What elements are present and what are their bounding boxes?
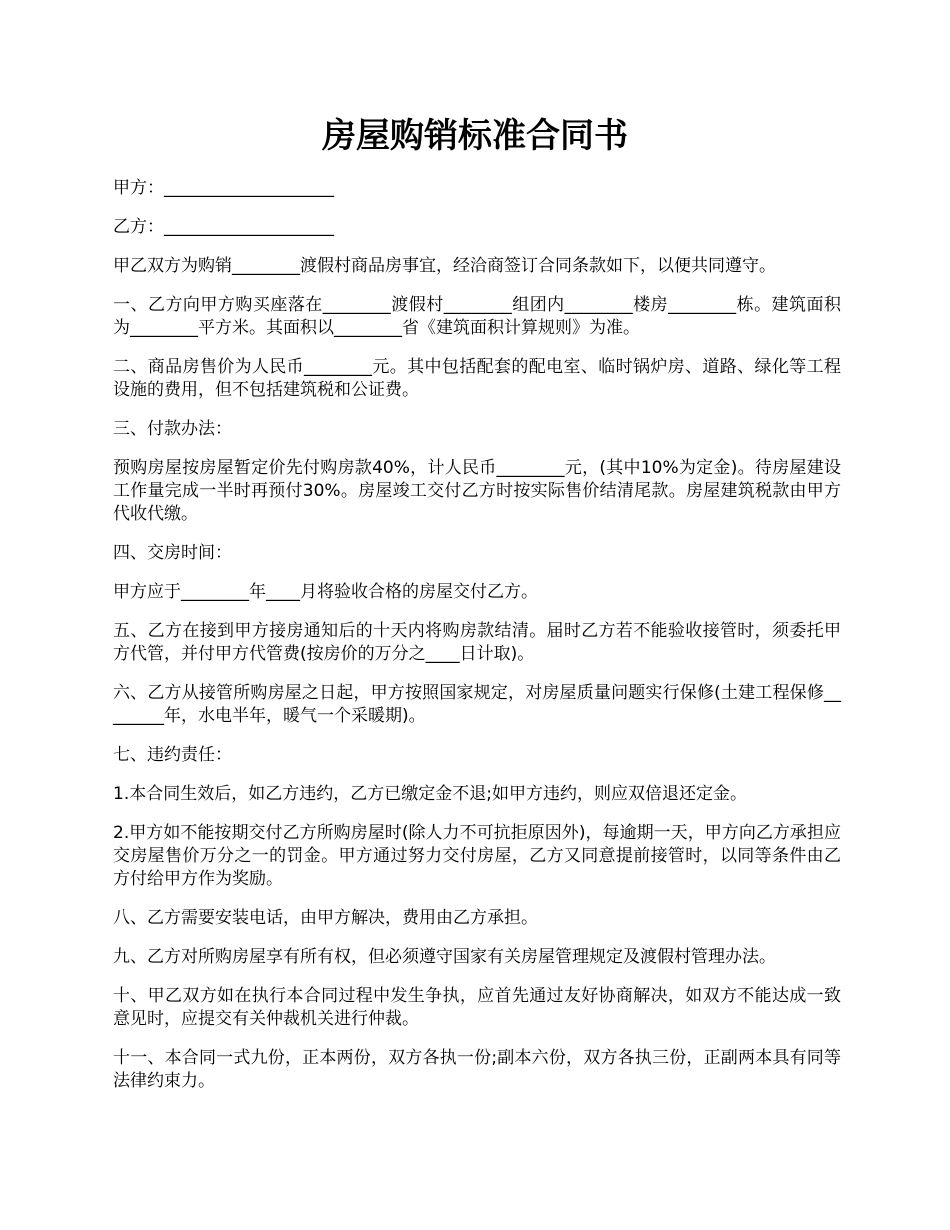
clause-9-paragraph: 九、乙方对所购房屋享有所有权，但必须遵守国家有关房屋管理规定及渡假村管理办法。 [113,947,776,967]
preamble-paragraph: 甲乙双方为购销________渡假村商品房事宜，经洽商签订合同条款如下，以便共同遵守。 [113,256,776,276]
document-body [113,177,841,1109]
party-a-line: 甲方：____________________ [113,178,334,198]
clause-5-paragraph: 五、乙方在接到甲方接房通知后的十天内将购房款结清。届时乙方若不能验收接管时，须委托甲方代管，并付甲方代管费(按房价的万分之____日计取)。 [113,621,841,664]
breach-item-1-paragraph: 1.本合同生效后，如乙方违约，乙方已缴定金不退;如甲方违约，则应双倍退还定金。 [113,784,747,804]
document-title: 房屋购销标准合同书 [322,116,628,156]
clause-2-paragraph: 二、商品房售价为人民币________元。其中包括配套的配电室、临时锅炉房、道路、绿化等工程设施的费用，但不包括建筑税和公证费。 [113,357,841,400]
clause-7-heading: 七、违约责任： [113,745,232,765]
payment-terms-paragraph: 预购房屋按房屋暂定价先付购房款40%，计人民币________元，(其中10%为定金)。待房屋建设工作量完成一半时再预付30%。房屋竣工交付乙方时按实际售价结清尾款。房屋建筑税款由甲方代收代缴。 [113,458,841,524]
clause-11-paragraph: 十一、本合同一式九份，正本两份，双方各执一份;副本六份，双方各执三份，正副两本具有同等法律约束力。 [113,1048,841,1091]
clause-4-heading: 四、交房时间： [113,543,232,563]
delivery-time-paragraph: 甲方应于________年____月将验收合格的房屋交付乙方。 [113,582,538,602]
party-b-line: 乙方：____________________ [113,217,334,237]
clause-3-heading: 三、付款办法： [113,419,232,439]
clause-6-paragraph: 六、乙方从接管所购房屋之日起，甲方按照国家规定，对房屋质量问题实行保修(土建工程保修________年，水电半年，暖气一个采暖期)。 [113,683,841,726]
clause-1-paragraph: 一、乙方向甲方购买座落在________渡假村________组团内________楼房________栋。建筑面积为________平方米。其面积以________省《建筑面积计算规则》为准。 [113,295,841,338]
breach-item-2-paragraph: 2.甲方如不能按期交付乙方所购房屋时(除人力不可抗拒原因外)，每逾期一天，甲方向乙方承担应交房屋售价万分之一的罚金。甲方通过努力交付房屋，乙方又同意提前接管时，以同等条件由乙方付给甲方作为奖励。 [113,823,841,889]
clause-8-paragraph: 八、乙方需要安装电话，由甲方解决，费用由乙方承担。 [113,908,538,928]
clause-10-paragraph: 十、甲乙双方如在执行本合同过程中发生争执，应首先通过友好协商解决，如双方不能达成一致意见时，应提交有关仲裁机关进行仲裁。 [113,986,841,1029]
